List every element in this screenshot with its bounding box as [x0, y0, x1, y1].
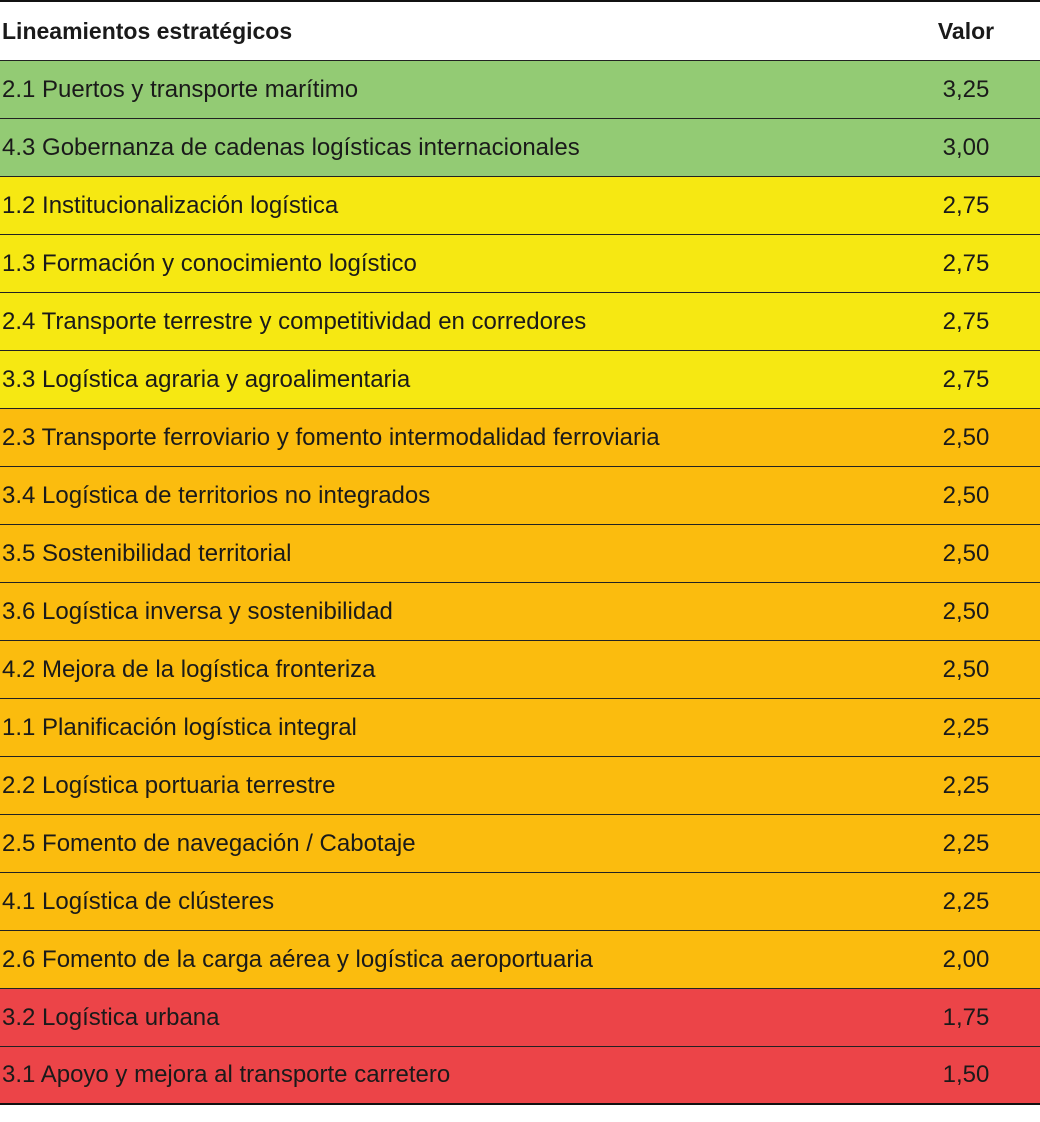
- row-name: 2.5 Fomento de navegación / Cabotaje: [2, 829, 416, 857]
- row-value: 1,75: [942, 1003, 990, 1031]
- row-value: 2,75: [942, 307, 990, 335]
- row-value: 2,50: [942, 539, 990, 567]
- row-value: 2,25: [942, 829, 990, 857]
- row-name: 4.2 Mejora de la logística fronteriza: [2, 655, 376, 683]
- row-value: 2,50: [942, 423, 990, 451]
- table-row: [0, 641, 1040, 699]
- row-value: 2,50: [942, 597, 990, 625]
- row-value: 1,50: [942, 1061, 990, 1088]
- table-row: [0, 1047, 1040, 1105]
- table-row: [0, 989, 1040, 1047]
- row-name: 2.4 Transporte terrestre y competitividad en corredores: [2, 307, 587, 335]
- row-value: 2,00: [942, 945, 990, 973]
- table-body: [0, 61, 1040, 1105]
- row-value: 3,25: [942, 75, 990, 103]
- table-row: [0, 235, 1040, 293]
- row-name: 3.1 Apoyo y mejora al transporte carretero: [2, 1061, 451, 1088]
- table-row: [0, 467, 1040, 525]
- table-row: [0, 583, 1040, 641]
- row-name: 3.2 Logística urbana: [2, 1003, 220, 1031]
- row-name: 1.2 Institucionalización logística: [2, 191, 339, 219]
- row-name: 2.3 Transporte ferroviario y fomento intermodalidad ferroviaria: [2, 423, 660, 451]
- table-row: [0, 351, 1040, 409]
- table-row: [0, 409, 1040, 467]
- row-value: 2,25: [942, 887, 990, 915]
- header-value: Valor: [937, 17, 995, 44]
- table-row: [0, 699, 1040, 757]
- table-row: [0, 525, 1040, 583]
- table-row: [0, 61, 1040, 119]
- row-name: 1.1 Planificación logística integral: [2, 713, 357, 741]
- table-row: [0, 757, 1040, 815]
- row-value: 2,75: [942, 249, 990, 277]
- table-row: [0, 873, 1040, 931]
- table-row: [0, 177, 1040, 235]
- row-name: 4.3 Gobernanza de cadenas logísticas internacionales: [2, 133, 580, 161]
- row-value: 2,50: [942, 655, 990, 683]
- table-row: [0, 293, 1040, 351]
- row-name: 3.4 Logística de territorios no integrados: [2, 481, 431, 509]
- row-value: 2,75: [942, 191, 990, 219]
- row-value: 2,50: [942, 481, 990, 509]
- row-name: 2.6 Fomento de la carga aérea y logística aeroportuaria: [2, 945, 594, 973]
- row-name: 4.1 Logística de clústeres: [2, 887, 275, 915]
- row-name: 1.3 Formación y conocimiento logístico: [2, 249, 417, 277]
- table-row: [0, 119, 1040, 177]
- row-name: 3.3 Logística agraria y agroalimentaria: [2, 365, 411, 393]
- row-value: 2,75: [942, 365, 990, 393]
- row-name: 2.2 Logística portuaria terrestre: [2, 771, 336, 799]
- table-row: [0, 931, 1040, 989]
- header-name: Lineamientos estratégicos: [2, 17, 293, 44]
- row-name: 3.6 Logística inversa y sostenibilidad: [2, 597, 393, 625]
- table-header: [0, 2, 1040, 61]
- table-row: [0, 815, 1040, 873]
- row-name: 3.5 Sostenibilidad territorial: [2, 539, 292, 567]
- row-value: 2,25: [942, 771, 990, 799]
- row-value: 2,25: [942, 713, 990, 741]
- row-name: 2.1 Puertos y transporte marítimo: [2, 75, 359, 103]
- row-value: 3,00: [942, 133, 990, 161]
